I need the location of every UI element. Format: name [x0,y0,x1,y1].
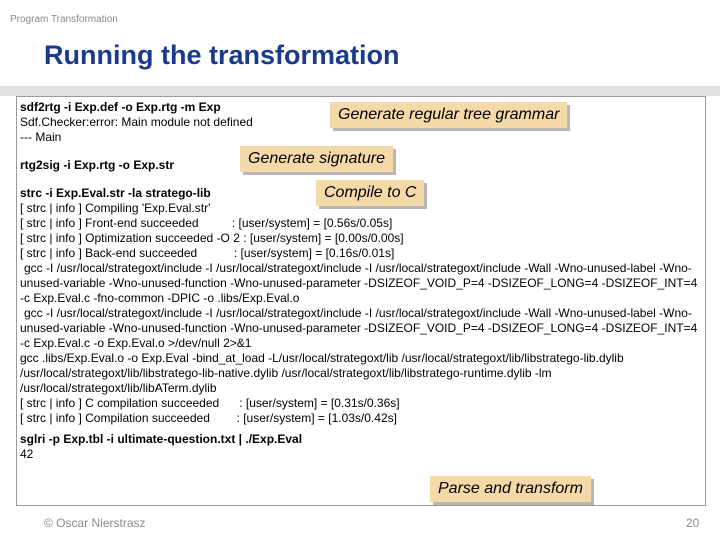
rtg-output-line: Sdf.Checker:error: Main module not defined [20,115,253,129]
strc-log-line: [ strc | info ] Front-end succeeded : [user/system] = [0.56s/0.05s] [20,216,393,230]
strc-log-line: [ strc | info ] C compilation succeeded : [user/system] = [0.31s/0.36s] [20,396,400,410]
callout-generate-signature: Generate signature [240,146,393,172]
strc-log-line: [ strc | info ] Compilation succeeded : [user/system] = [1.03s/0.42s] [20,411,397,425]
title-divider [0,86,720,96]
sglri-block [20,432,302,462]
sglri-command: sglri -p Exp.tbl -i ultimate-question.txt | ./Exp.Eval [20,432,303,446]
strc-command: strc -i Exp.Eval.str -la stratego-lib [20,186,211,200]
page-number: 20 [686,516,700,530]
strc-log-line: [ strc | info ] Back-end succeeded : [user/system] = [0.16s/0.01s] [20,246,395,260]
strc-log-line: [ strc | info ] Optimization succeeded -O 2 : [user/system] = [0.00s/0.00s] [20,231,404,245]
gcc-line: gcc -I /usr/local/strategoxt/include -I /usr/local/strategoxt/include -I /usr/local/strategoxt/include -Wall -Wno-unused-label -Wno-unused-variable -Wno-unused-function -Wno-unused-parameter -DSIZEOF_VOID_P=4 -DSIZEOF_LONG=4 -DSIZEOF_INT=4 -c Exp.Eval.c -fno-common -DPIC -o .libs/Exp.Eval.o [20,261,698,305]
callout-compile-to-c: Compile to C [316,180,424,206]
page-title: Running the transformation [44,40,400,70]
callout-regular-tree-grammar: Generate regular tree grammar [330,102,567,128]
strc-log-line: [ strc | info ] Compiling 'Exp.Eval.str' [20,201,211,215]
sig-block [20,158,174,173]
gcc-line: gcc -I /usr/local/strategoxt/include -I /usr/local/strategoxt/include -I /usr/local/strategoxt/include -Wall -Wno-unused-label -Wno-unused-variable -Wno-unused-function -Wno-unused-parameter -DSIZEOF_VOID_P=4 -DSIZEOF_LONG=4 -DSIZEOF_INT=4 -c Exp.Eval.c -o Exp.Eval.o >/dev/null 2>&1 [20,306,698,350]
strc-block-gcc [20,261,700,426]
callout-parse-and-transform: Parse and transform [430,476,591,502]
footer-author: © Oscar Nierstrasz [44,516,146,530]
gcc-line: gcc .libs/Exp.Eval.o -o Exp.Eval -bind_at_load -L/usr/local/strategoxt/lib /usr/local/strategoxt/lib/libstratego-lib.dylib /usr/local/strategoxt/lib/libstratego-lib-native.dylib /usr/local/strategoxt/lib/libstratego-runtime.dylib -lm /usr/local/strategoxt/lib/libATerm.dylib [20,351,624,395]
rtg-block [20,100,253,145]
rtg-command: sdf2rtg -i Exp.def -o Exp.rtg -m Exp [20,100,221,114]
sglri-output: 42 [20,447,34,461]
sig-command: rtg2sig -i Exp.rtg -o Exp.str [20,158,175,172]
section-label: Program Transformation [10,14,118,25]
rtg-output-line: --- Main [20,130,62,144]
